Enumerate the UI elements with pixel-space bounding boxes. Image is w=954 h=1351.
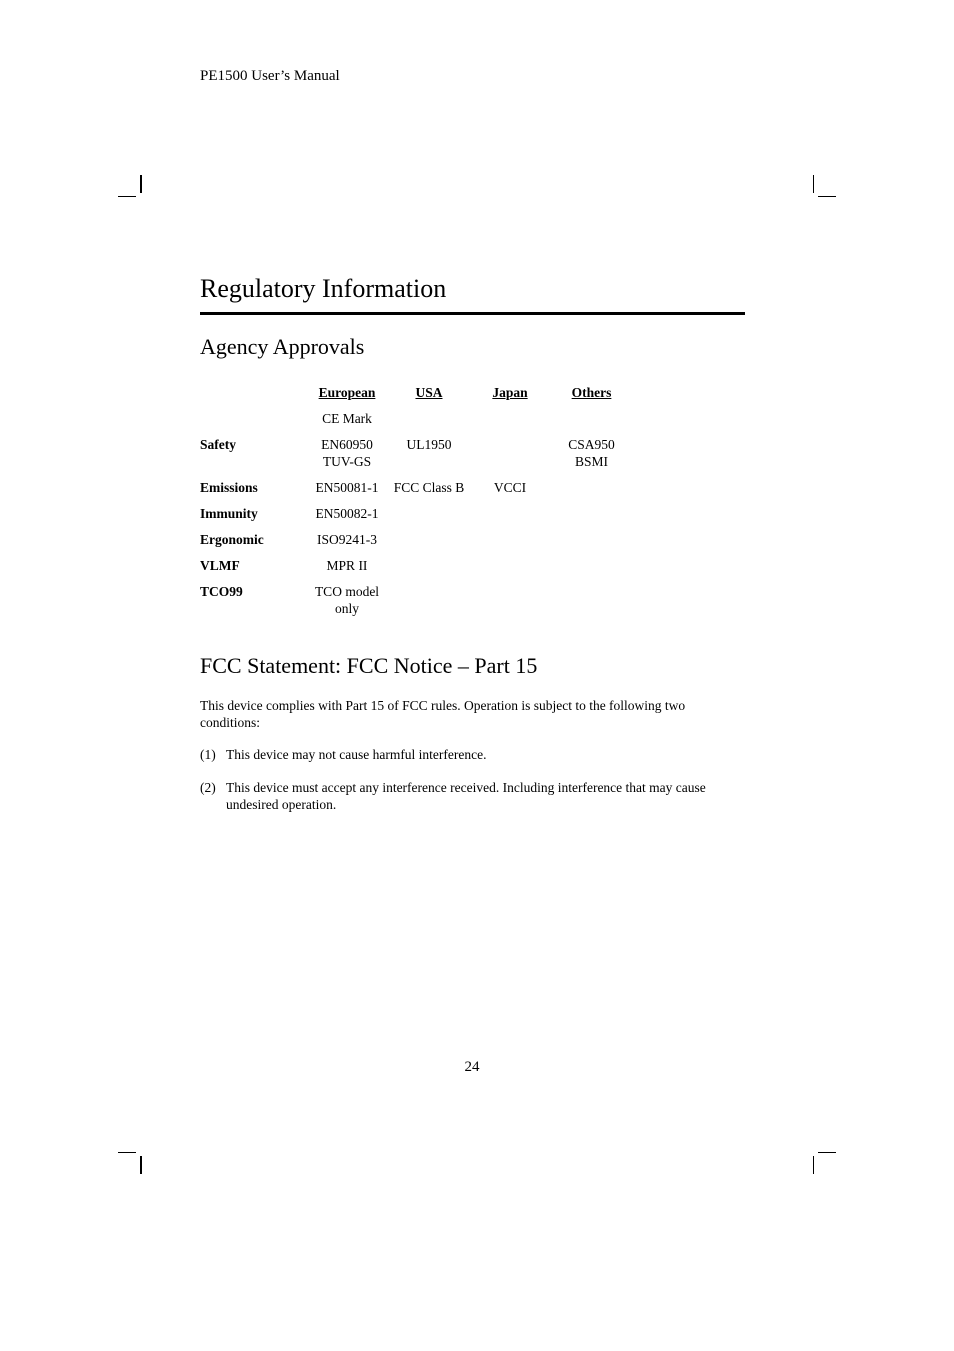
cell-others: [550, 583, 633, 626]
cell-text: EN50082-1: [315, 506, 379, 521]
running-header: PE1500 User’s Manual: [200, 68, 340, 84]
row-label: Ergonomic: [200, 532, 264, 547]
fcc-intro-paragraph: This device complies with Part 15 of FCC rules. Operation is subject to the following two conditions:: [200, 698, 686, 730]
cell-usa: [388, 410, 470, 436]
column-header-label: [196, 384, 306, 410]
cell-text: ISO9241-3: [317, 532, 377, 547]
cell-european: [306, 410, 388, 436]
cell-japan: [470, 531, 550, 557]
cell-usa: [388, 436, 470, 479]
column-header-others: Others: [571, 385, 612, 400]
cell-text: TUV-GS: [322, 454, 372, 469]
table-row: [196, 479, 633, 505]
cell-european: [306, 505, 388, 531]
cell-text: UL1950: [406, 437, 452, 452]
cell-text: BSMI: [574, 454, 608, 469]
cell-usa: [388, 531, 470, 557]
row-label: VLMF: [200, 558, 240, 573]
row-label: TCO99: [200, 584, 243, 599]
cell-text: EN60950: [321, 437, 373, 452]
cell-usa: [388, 557, 470, 583]
cell-usa: [388, 479, 470, 505]
table-row: [196, 410, 633, 436]
cell-text: FCC Class B: [393, 480, 465, 495]
row-label: Immunity: [200, 506, 258, 521]
row-label: [196, 410, 306, 436]
table-row: [196, 557, 633, 583]
cell-japan: [470, 557, 550, 583]
table-row: [196, 505, 633, 531]
cell-text: VCCI: [493, 480, 527, 495]
column-header-european: European: [318, 385, 376, 400]
table-header-row: [196, 384, 633, 410]
agency-approvals-table: [196, 384, 633, 626]
cell-text: CE Mark: [322, 411, 372, 426]
cell-european: [306, 479, 388, 505]
cell-japan: [470, 583, 550, 626]
table-row: [196, 531, 633, 557]
cell-european: [306, 531, 388, 557]
page-number: 24: [464, 1059, 480, 1075]
cell-japan: [470, 479, 550, 505]
condition-number: (2): [200, 780, 216, 795]
cell-others: [550, 436, 633, 479]
column-header-japan: Japan: [492, 385, 528, 400]
condition-text: This device must accept any interference received. Including interference that may cause undesired operation.: [226, 780, 706, 812]
cell-text: EN50081-1: [315, 480, 379, 495]
cell-others: [550, 531, 633, 557]
cell-text: TCO model: [314, 584, 380, 599]
condition-number: (1): [200, 747, 216, 762]
cell-japan: [470, 436, 550, 479]
fcc-statement-heading: FCC Statement: FCC Notice – Part 15: [200, 653, 538, 678]
cell-japan: [470, 410, 550, 436]
cell-others: [550, 557, 633, 583]
table-row: [196, 583, 633, 626]
row-label: Emissions: [200, 480, 258, 495]
cell-others: [550, 479, 633, 505]
column-header-usa: USA: [415, 385, 443, 400]
cell-others: [550, 505, 633, 531]
cell-text: CSA950: [568, 437, 615, 452]
section-title: Regulatory Information: [200, 274, 447, 303]
row-label: Safety: [200, 437, 236, 452]
cell-japan: [470, 505, 550, 531]
cell-text: only: [334, 601, 359, 616]
agency-approvals-heading: Agency Approvals: [200, 334, 365, 359]
cell-usa: [388, 583, 470, 626]
table-row: [196, 436, 633, 479]
cell-text: MPR II: [326, 558, 368, 573]
cell-european: [306, 436, 388, 479]
cell-european: [306, 583, 388, 626]
condition-text: This device may not cause harmful interference.: [226, 747, 487, 762]
cell-european: [306, 557, 388, 583]
cell-others: [550, 410, 633, 436]
section-title-rule: [200, 312, 745, 315]
cell-usa: [388, 505, 470, 531]
